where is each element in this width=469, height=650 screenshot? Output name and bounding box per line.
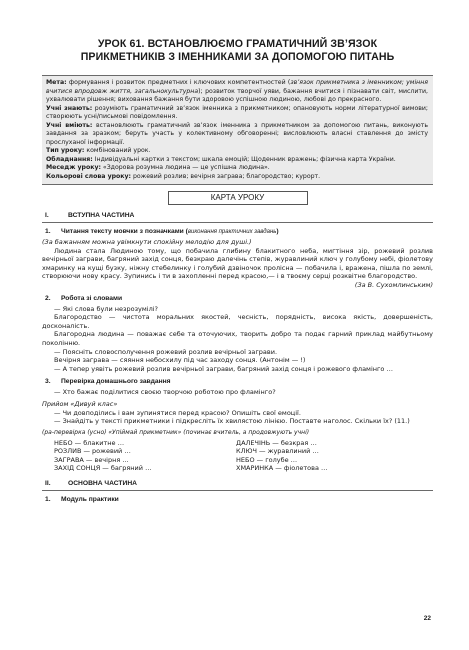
method-title: Прийом «Дивуй клас»: [42, 399, 118, 408]
list-item: — Поясніть словосполучення рожевий розлив вечірньої заграви.: [54, 347, 278, 356]
meta-know: Учні знають: розуміють граматичний зв’язок іменника з прикметником; опановують норми літературної вимови; створюють усні/письмові повідомлення.: [46, 104, 428, 120]
section-heading-2: II. ОСНОВНА ЧАСТИНА: [42, 480, 433, 491]
lesson-title-line-1: УРОК 61. ВСТАНОВЛЮЄМО ГРАМАТИЧНИЙ ЗВ’ЯЗОК: [97, 38, 378, 50]
word-pair: ЗАХІД СОНЦЯ — багряний …: [54, 464, 152, 473]
reading-author: (За В. Сухомлинським): [354, 280, 433, 289]
meta-message: Меседж уроку: «Здорова розумна людина — це успішна людина».: [46, 164, 270, 171]
words-work-list: [42, 305, 433, 374]
homework-question-3: — Знайдіть у тексті прикметники і підкресліть їх хвилястою лінією. Поставте наголос. Скільки їх? (11.): [54, 417, 410, 426]
game-note: (ра-перевірка (усно) «Упіймай прикметник» (починає вчитель, а продовжують учні): [42, 428, 310, 436]
meta-goal: Мета: формування і розвиток предметних і ключових компетентностей (зв’язок прикметника з іменником; уміння вчитися впродовж життя, загальнокультурна); розвиток творчої уяви, бажання вчитися і пізнавати світ, мислити, ухвалювати рішення; виховання бажання бути здоровою успішною людиною, любові до прекрасного.: [46, 79, 428, 103]
word-pair: КЛЮЧ — журавлиний …: [236, 447, 319, 456]
list-item: Благородна людина — поважає себе та оточуючих, творить добро та подає гарний приклад майбутньому поколінню.: [42, 330, 433, 347]
lesson-meta-box: [42, 75, 433, 185]
meta-can: Учні вміють: встановлюють граматичний зв’язок іменника з прикметником за допомогою питань, виконують завдання за зразком; беруть участь у колективному обговоренні; висловлюють власні ставлення до змісту прослуханої інформації.: [46, 121, 428, 146]
lesson-title-line-2: ПРИКМЕТНИКІВ З ІМЕННИКАМИ ЗА ДОПОМОГОЮ ПИТАНЬ: [80, 51, 395, 63]
word-pair: ХМАРИНКА — фіолетова …: [236, 464, 328, 473]
subsection-heading-homework: 3. Перевірка домашнього завдання: [45, 378, 171, 386]
word-pair: НЕБО — голубе …: [236, 455, 298, 464]
homework-question-2: — Чи довподілись і вам зупинятися перед красою? Опишіть свої емоції.: [54, 408, 301, 417]
meta-type: Тип уроку: комбінований урок.: [46, 147, 151, 154]
subsection-heading-reading: 1. Читання тексту мовчки з позначками (виконання практичних завдань): [45, 228, 279, 235]
lesson-map-title: КАРТА УРОКУ: [168, 191, 308, 205]
meta-equipment: Обладнання: Індивідуальні картки з текстом; шкала емоцій; Щоденник вражень; фізична карта України.: [46, 155, 396, 163]
word-pairs-grid: [54, 439, 433, 473]
list-item: Благородство — чистота моральних якостей, чесність, порядність, висока якість, довершеність, досконалість.: [42, 313, 433, 330]
lesson-title: [42, 38, 433, 64]
word-pair: ДАЛЕЧІНЬ — безкрая …: [236, 438, 317, 447]
meta-color-words: Кольорові слова уроку: рожевий розлив; вечірня заграва; благородство; курорт.: [46, 172, 321, 180]
list-item: — Які слова були незрозумілі?: [54, 304, 158, 313]
list-item: Вечірня заграва — сяяння небосхилу під час заходу сонця. (Антонім — !): [54, 356, 306, 365]
homework-question-1: — Хто бажає поділитися своєю творчою роботою про фламінго?: [54, 388, 276, 397]
subsection-heading-words: 2. Робота зі словами: [45, 294, 123, 302]
section-heading-1: I. ВСТУПНА ЧАСТИНА: [42, 212, 433, 223]
word-pair: НЕБО — блакитне …: [54, 438, 125, 447]
subsection-heading-practice: 1. Модуль практики: [45, 496, 119, 504]
reading-text: Людина стала Людиною тому, що побачила глибину блакитного неба, мигтіння зір, рожевий розлив вечірньої заграви, багряний захід сонця, безкраю далечінь степів, журавлиний ключ у голубому небі, фіолетову хмаринку на кущі бузку, ніжну стебелинку і голубий дзвіночок пролісна — побачила і, вражена, пішла по землі, створюючи нову красу. Зупинись і ти в захопленні перед красою,— і в твоєму серці розквітне благородство.: [42, 246, 433, 281]
music-note: (За бажанням можна увімкнути спокійну мелодію для душі.): [42, 238, 252, 246]
list-item: — А тепер уявіть рожевий розлив вечірньої заграви, багряний захід сонця і рожевого фламінго …: [54, 364, 393, 373]
page-number: 22: [423, 615, 431, 622]
word-pair: РОЗЛИВ — рожевий …: [54, 447, 131, 456]
word-pair: ЗАГРАВА — вечірня …: [54, 455, 129, 464]
